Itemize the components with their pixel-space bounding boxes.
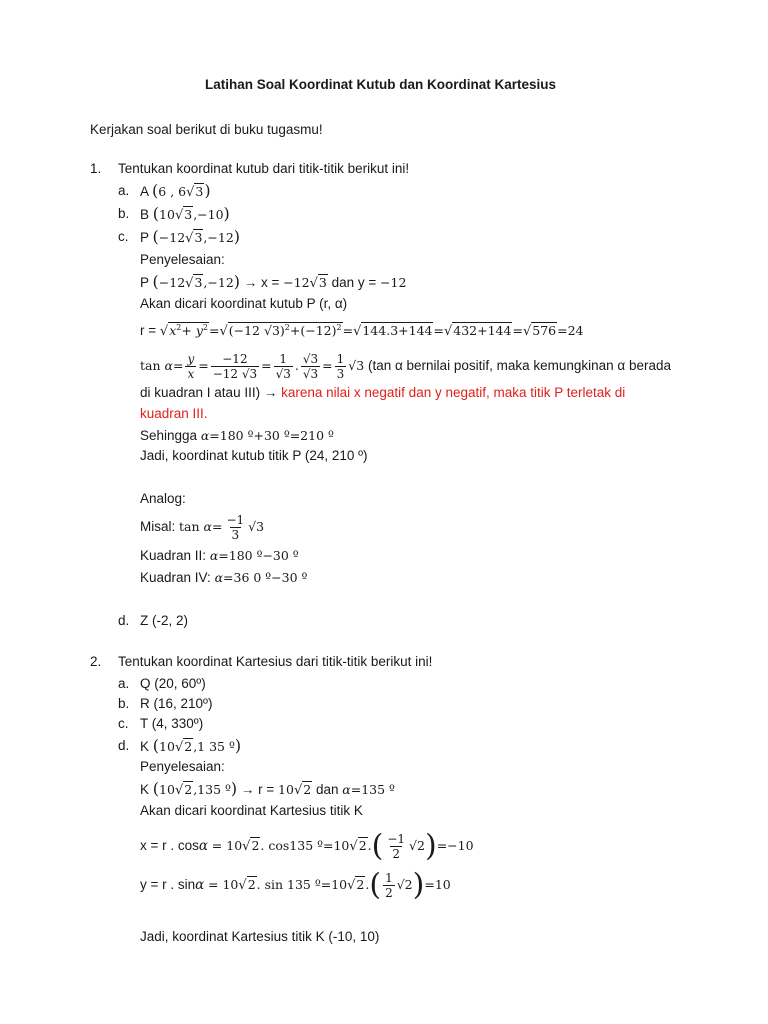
q1-d-label: d.: [118, 613, 130, 628]
q1-step1: P (−12√3,−12) → x = −12√3 dan y = −12: [140, 272, 407, 291]
q1-b-item: B (10√3,−10): [140, 204, 230, 223]
q2-y-line: y = r . sinα = 10√2. sin 135 º=10√2.( $\frac{1}{2}$ √2)=10: [140, 867, 451, 903]
q1-d-item: Z (-2, 2): [140, 613, 189, 628]
q2-d-label: d.: [118, 738, 130, 753]
q2-c-item: T (4, 330º): [140, 716, 204, 731]
q2-d-item: K (10√2,1 35 º): [140, 736, 242, 755]
q2-d-point: K: [140, 739, 150, 754]
q1-a-item: A (6 , 6√3): [140, 181, 211, 200]
q2-c-label: c.: [118, 716, 129, 731]
q2-x-line: x = r . cosα = 10√2. cos135 º=10√2.( $\frac{-1}{2}$ √2)=−10: [140, 828, 474, 864]
q1-penyelesaian: Penyelesaian:: [140, 252, 225, 267]
q2-b-label: b.: [118, 696, 130, 711]
q2-penyelesaian: Penyelesaian:: [140, 759, 225, 774]
q1-c-label: c.: [118, 229, 129, 244]
q2-jadi: Jadi, koordinat Kartesius titik K (-10, 10): [140, 929, 380, 944]
q1-b-label: b.: [118, 206, 130, 221]
q1-red-note-2: kuadran III.: [140, 406, 208, 421]
q1-a-label: a.: [118, 183, 130, 198]
q1-analog: Analog:: [140, 491, 186, 506]
page-title: Latihan Soal Koordinat Kutub dan Koordinat Kartesius: [205, 77, 557, 92]
instruction-text: Kerjakan soal berikut di buku tugasmu!: [90, 122, 323, 137]
q2-a-item: Q (20, 60º): [140, 676, 206, 691]
q1-number: 1.: [90, 161, 102, 176]
q2-a-label: a.: [118, 676, 130, 691]
q1-b-point: B: [140, 207, 150, 222]
q2-step1: K (10√2,135 º) → r = 10√2 dan α=135 º: [140, 779, 395, 798]
q1-c-item: P (−12√3,−12): [140, 227, 241, 246]
q2-step2: Akan dicari koordinat Kartesius titik K: [140, 803, 363, 818]
q1-kuadran4: Kuadran IV: α=36 0 º−30 º: [140, 570, 308, 585]
q1-tan-note-line2: di kuadran I atau III) → karena nilai x negatif dan y negatif, maka titik P terletak di: [140, 385, 626, 400]
q1-kuadran2: Kuadran II: α=180 º−30 º: [140, 548, 299, 563]
q1-tan-line: tan α= $\frac{y}{x}$ = $\frac{-12}{-12 √3}$ = $\frac{1}{√3}$ . $\frac{√3}{√3}$ = $\frac{1}{3}$ √3 (tan α bernilai positif, maka kemungkinan α berada: [140, 351, 671, 381]
q1-misal: Misal: tan α= $\frac{-1}{3}$ √3: [140, 512, 265, 542]
q1-step2: Akan dicari koordinat kutub P (r, α): [140, 296, 348, 311]
q1-step3: $r = √x^2+ y^2=√(-12$ $√3)^2+(-12)^2=√144.3+144=√432+144=√576=24$: [140, 323, 584, 340]
q1-text: Tentukan koordinat kutub dari titik-titik berikut ini!: [118, 161, 410, 176]
q1-sehingga: Sehingga α=180 º+30 º=210 º: [140, 428, 334, 443]
q2-b-item: R (16, 210º): [140, 696, 213, 711]
q1-c-point: P: [140, 230, 149, 245]
q1-jadi: Jadi, koordinat kutub titik P (24, 210 º): [140, 448, 368, 463]
q1-red-note-1: karena nilai x negatif dan y negatif, maka titik P terletak di: [281, 385, 626, 400]
q1-a-point: A: [140, 184, 149, 199]
q2-number: 2.: [90, 654, 102, 669]
q2-text: Tentukan koordinat Kartesius dari titik-titik berikut ini!: [118, 654, 433, 669]
